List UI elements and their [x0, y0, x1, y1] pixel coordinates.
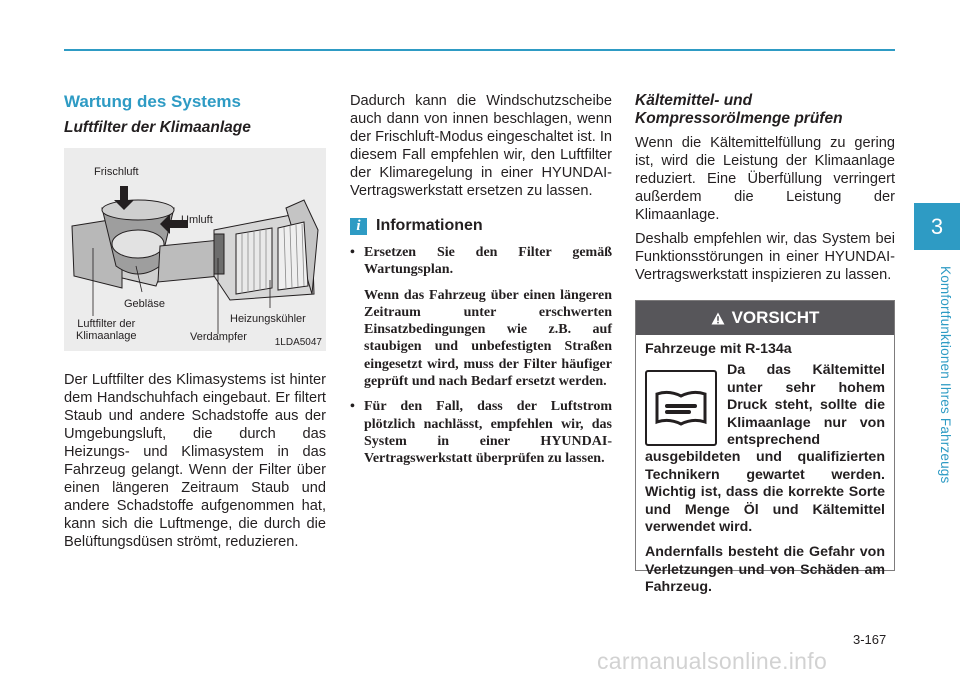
caution-heading: Fahrzeuge mit R-134a — [645, 341, 792, 357]
label-frischluft: Frischluft — [94, 166, 139, 178]
refrigerant-title-line2: Kompressorölmenge prüfen — [635, 110, 843, 127]
info-list — [350, 244, 612, 468]
label-luftfilter-line2: Klimaanlage — [76, 330, 137, 342]
continuation-paragraph: Dadurch kann die Windschutzscheibe auch dann von innen beschlagen, wenn der Frischluft-Modus eingeschaltet ist. In diesem Fall empfehlen wir, den Luftfilter der Klimaregelung in einer HYUNDAI-Vertragswerkstatt ersetzen zu lassen. — [350, 93, 612, 199]
label-geblaese: Gebläse — [124, 298, 165, 310]
header-rule — [64, 49, 895, 51]
section-title: Wartung des Systems — [64, 92, 241, 111]
refrigerant-title-line1: Kältemittel- und — [635, 92, 753, 109]
label-verdampfer: Verdampfer — [190, 331, 247, 343]
info-icon: i — [350, 218, 367, 235]
caution-title: VORSICHT — [731, 308, 820, 327]
info-bullet1-text: • Ersetzen Sie den Filter gemäß Wartungsplan. — [364, 245, 612, 278]
chapter-title: Komfortfunktionen Ihres Fahrzeugs — [938, 266, 953, 484]
figure-code: 1LDA5047 — [274, 337, 322, 348]
air-filter-diagram — [64, 148, 326, 351]
column-middle — [350, 92, 612, 468]
service-manual-icon — [645, 370, 717, 446]
refrigerant-paragraph-2: Deshalb empfehlen wir, das System bei Funktionsstörungen in einer HYUNDAI-Vertragswerkstatt inspizieren zu lassen. — [635, 231, 895, 283]
chapter-number: 3 — [930, 213, 944, 239]
caution-text-1: Da das Kältemittel unter sehr hohem Druck steht, sollte die Klimaanlage nur von entsprechend ausgebildeten und qualifizierten Technikern gewartet werden. Wichtig ist, dass die korrekte Sorte und Menge Öl und Kältemittel verwendet wird. — [645, 362, 885, 536]
caution-header — [636, 301, 894, 335]
label-umluft: Umluft — [181, 214, 213, 226]
info-bullet — [350, 244, 612, 390]
caution-text-2: Andernfalls besteht die Gefahr von Verletzungen und von Schäden am Fahrzeug. — [645, 544, 885, 596]
column-left — [64, 92, 326, 551]
watermark: carmanualsonline.info — [597, 648, 828, 674]
caution-body — [636, 335, 894, 597]
caution-box — [635, 300, 895, 596]
label-heizungskuehler: Heizungskühler — [230, 313, 306, 325]
filter-paragraph: Der Luftfilter des Klimasystems ist hinter dem Handschuhfach eingebaut. Er filtert Staub und andere Schadstoffe aus der Umgebungsluft, die durch das Heizungs- und Klimasystem in das Fahrzeug gelangt. Wenn der Filter über einen längeren Zeitraum Staub und andere Schadstoffe aufgenommen hat, kann sich die Luftmenge, die durch die Belüftungsdüsen strömt, reduzieren. — [64, 372, 326, 550]
warning-triangle-icon — [711, 312, 725, 325]
refrigerant-title — [635, 92, 895, 128]
label-luftfilter — [76, 318, 137, 342]
chapter-title-vertical — [937, 266, 957, 496]
chapter-number-tab — [914, 203, 960, 250]
info-bullet — [350, 398, 612, 467]
column-right — [635, 92, 895, 596]
page-number: 3-167 — [853, 632, 887, 647]
info-title: Informationen — [376, 217, 483, 234]
info-bullet1-detail: Wenn das Fahrzeug über einen längeren Zeitraum unter erschwerten Einsatzbedingungen wie z.B. auf staubigen und unbefestigten Straßen eingesetzt wird, muss der Filter häufiger geprüft und nach Bedarf ersetzt werden. — [364, 287, 612, 390]
info-bullet2-text: • Für den Fall, dass der Luftstrom plötzlich nachlässt, empfehlen wir, das System in einer HYUNDAI-Vertragswerkstatt überprüfen zu lassen. — [364, 399, 612, 467]
refrigerant-paragraph-1: Wenn die Kältemittelfüllung zu gering ist, wird die Leistung der Klimaanlage reduziert. Eine Überfüllung verringert außerdem die Leistung der Klimaanlage. — [635, 135, 895, 223]
info-heading — [350, 217, 612, 235]
label-luftfilter-line1: Luftfilter der — [77, 318, 136, 330]
subsection-title: Luftfilter der Klimaanlage — [64, 119, 251, 136]
